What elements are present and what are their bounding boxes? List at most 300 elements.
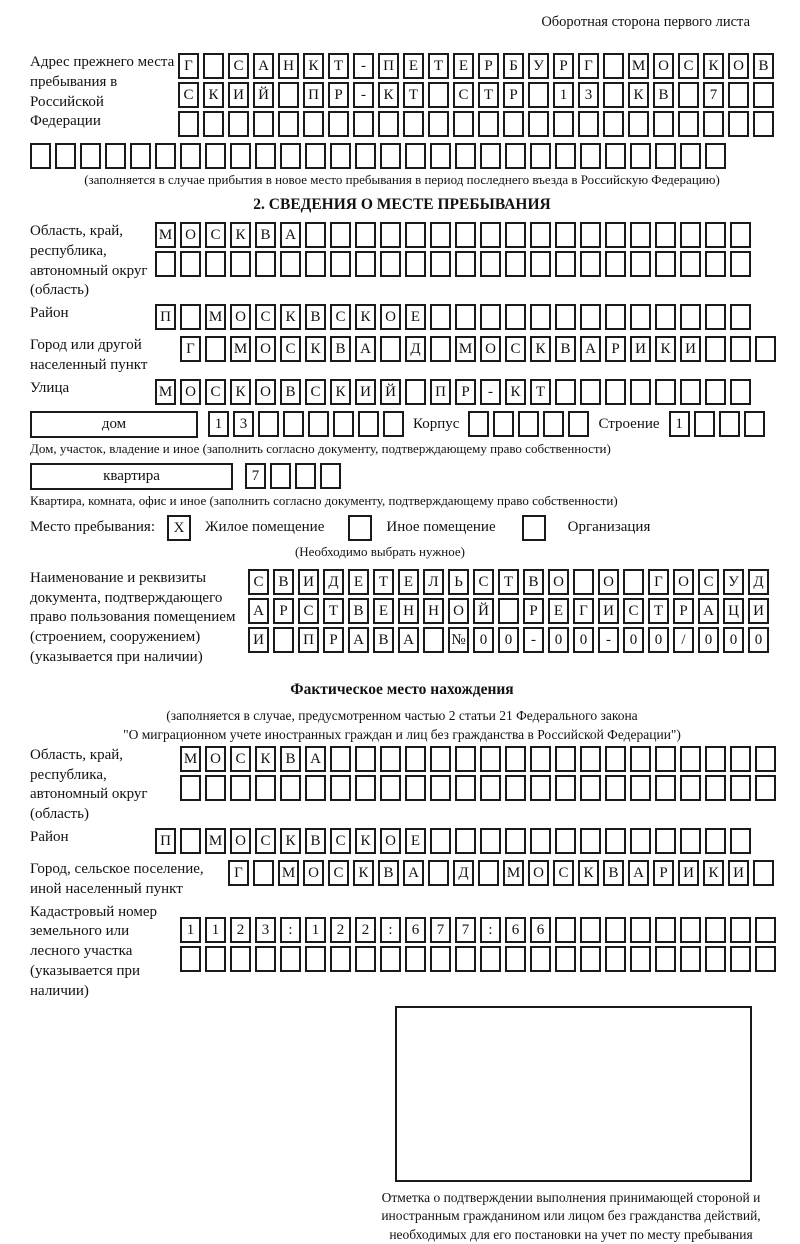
char-cell — [330, 775, 351, 801]
fact-region-row-1 — [180, 746, 776, 772]
actual-location-note-2: "О миграционном учете иностранных граждан и лиц без гражданства в Российской Федерации") — [123, 726, 681, 742]
char-cell — [255, 946, 276, 972]
char-cell: Р — [323, 627, 344, 653]
district-block — [30, 304, 774, 333]
char-cell — [180, 946, 201, 972]
char-cell — [355, 775, 376, 801]
char-cell: Е — [373, 598, 394, 624]
char-cell — [380, 143, 401, 169]
region-rows — [155, 222, 774, 280]
char-cell: К — [355, 304, 376, 330]
char-cell — [555, 251, 576, 277]
char-cell: И — [355, 379, 376, 405]
char-cell — [730, 946, 751, 972]
char-cell: О — [598, 569, 619, 595]
char-cell — [305, 946, 326, 972]
fact-district-row — [155, 828, 751, 854]
char-cell — [605, 746, 626, 772]
char-cell — [543, 411, 564, 437]
char-cell — [680, 946, 701, 972]
fact-district-block — [30, 828, 774, 857]
city-label: Город или другой населенный пункт — [30, 337, 148, 373]
char-cell: В — [555, 336, 576, 362]
char-cell: В — [305, 828, 326, 854]
char-cell — [580, 917, 601, 943]
region-label: Область, край, республика, автономный округ (область) — [30, 223, 148, 299]
char-cell: Е — [405, 828, 426, 854]
stay-option-organization-label: Организация — [567, 519, 651, 536]
char-cell — [255, 775, 276, 801]
char-cell: 1 — [180, 917, 201, 943]
char-cell — [730, 917, 751, 943]
char-cell: К — [303, 53, 324, 79]
char-cell — [428, 111, 449, 137]
char-cell: Р — [605, 336, 626, 362]
char-cell — [305, 775, 326, 801]
char-cell — [320, 463, 341, 489]
char-cell: 7 — [703, 82, 724, 108]
char-cell — [155, 143, 176, 169]
char-cell — [680, 775, 701, 801]
char-cell — [755, 336, 776, 362]
char-cell — [730, 828, 751, 854]
char-cell — [273, 627, 294, 653]
char-cell — [253, 860, 274, 886]
char-cell — [505, 775, 526, 801]
char-cell — [630, 222, 651, 248]
char-cell — [180, 304, 201, 330]
char-cell — [455, 828, 476, 854]
char-cell: К — [305, 336, 326, 362]
char-cell: В — [523, 569, 544, 595]
char-cell: М — [503, 860, 524, 886]
char-cell: С — [330, 828, 351, 854]
char-cell: С — [328, 860, 349, 886]
char-cell: С — [255, 304, 276, 330]
char-cell — [730, 746, 751, 772]
cadastral-block — [30, 903, 774, 1002]
char-cell: С — [228, 53, 249, 79]
char-cell — [355, 251, 376, 277]
stay-option-other-label: Иное помещение — [386, 519, 496, 536]
char-cell — [655, 746, 676, 772]
char-cell — [555, 775, 576, 801]
char-cell: - — [353, 82, 374, 108]
char-cell — [580, 775, 601, 801]
char-cell — [480, 746, 501, 772]
char-cell: О — [548, 569, 569, 595]
char-cell: Д — [453, 860, 474, 886]
char-cell: К — [280, 304, 301, 330]
stamp-area — [381, 1006, 774, 1244]
char-cell — [680, 746, 701, 772]
fact-city-row — [228, 860, 774, 886]
char-cell: Р — [503, 82, 524, 108]
char-cell: С — [230, 746, 251, 772]
char-cell: А — [355, 336, 376, 362]
char-cell — [493, 411, 514, 437]
char-cell — [705, 336, 726, 362]
char-cell — [655, 917, 676, 943]
char-cell — [730, 775, 751, 801]
char-cell — [428, 860, 449, 886]
apartment-box-label: квартира — [30, 463, 233, 490]
char-cell: 0 — [498, 627, 519, 653]
char-cell: О — [230, 828, 251, 854]
district-label: Район — [30, 305, 69, 322]
char-cell: С — [298, 598, 319, 624]
char-cell: А — [253, 53, 274, 79]
char-cell — [680, 143, 701, 169]
char-cell: С — [330, 304, 351, 330]
char-cell — [605, 775, 626, 801]
city-block — [30, 336, 774, 376]
korpus-label: Корпус — [413, 415, 460, 432]
char-cell — [105, 143, 126, 169]
char-cell: В — [348, 598, 369, 624]
fact-region-row-2 — [180, 775, 776, 801]
char-cell — [480, 251, 501, 277]
char-cell: Г — [648, 569, 669, 595]
char-cell — [680, 251, 701, 277]
char-cell — [430, 251, 451, 277]
apartment-cells — [245, 463, 341, 489]
char-cell — [305, 143, 326, 169]
char-cell: И — [248, 627, 269, 653]
char-cell: К — [280, 828, 301, 854]
house-row — [30, 411, 774, 438]
char-cell — [423, 627, 444, 653]
char-cell — [630, 828, 651, 854]
char-cell — [480, 828, 501, 854]
char-cell: Е — [348, 569, 369, 595]
fact-region-rows — [180, 746, 776, 804]
char-cell: К — [703, 53, 724, 79]
char-cell — [628, 111, 649, 137]
char-cell — [568, 411, 589, 437]
char-cell — [430, 143, 451, 169]
char-cell: 6 — [505, 917, 526, 943]
char-cell — [530, 304, 551, 330]
char-cell: О — [180, 222, 201, 248]
char-cell: С — [255, 828, 276, 854]
char-cell: О — [205, 746, 226, 772]
char-cell — [755, 917, 776, 943]
char-cell — [430, 828, 451, 854]
char-cell: 0 — [723, 627, 744, 653]
house-note: Дом, участок, владение и иное (заполнить согласно документу, подтверждающему право собственности) — [30, 440, 611, 456]
char-cell: Т — [403, 82, 424, 108]
header-note: Оборотная сторона первого листа — [541, 14, 750, 30]
char-cell — [468, 411, 489, 437]
stay-place-note: (Необходимо выбрать нужное) — [294, 543, 466, 559]
char-cell: И — [678, 860, 699, 886]
char-cell: А — [698, 598, 719, 624]
char-cell — [405, 251, 426, 277]
char-cell — [303, 111, 324, 137]
char-cell — [530, 746, 551, 772]
char-cell — [205, 251, 226, 277]
char-cell: 7 — [430, 917, 451, 943]
char-cell — [253, 111, 274, 137]
char-cell — [555, 917, 576, 943]
char-cell: : — [280, 917, 301, 943]
char-cell: П — [298, 627, 319, 653]
char-cell: К — [230, 222, 251, 248]
char-cell: М — [205, 828, 226, 854]
document-row-1 — [248, 569, 774, 595]
char-cell: С — [623, 598, 644, 624]
char-cell: Н — [398, 598, 419, 624]
char-cell — [503, 111, 524, 137]
char-cell: В — [273, 569, 294, 595]
char-cell: Й — [253, 82, 274, 108]
char-cell — [555, 828, 576, 854]
char-cell — [478, 111, 499, 137]
document-row-2 — [248, 598, 774, 624]
char-cell: 1 — [553, 82, 574, 108]
char-cell — [580, 222, 601, 248]
char-cell — [428, 82, 449, 108]
char-cell — [530, 222, 551, 248]
char-cell — [330, 746, 351, 772]
apartment-note: Квартира, комната, офис и иное (заполнить согласно документу, подтверждающему право собственности) — [30, 492, 618, 508]
char-cell: О — [653, 53, 674, 79]
char-cell: А — [305, 746, 326, 772]
char-cell: Е — [405, 304, 426, 330]
char-cell — [694, 411, 715, 437]
char-cell: С — [505, 336, 526, 362]
char-cell — [505, 828, 526, 854]
cadastral-row-2 — [180, 946, 776, 972]
checkbox-organization[interactable] — [522, 515, 546, 541]
fact-city-label: Город, сельское поселение, иной населенный пункт — [30, 860, 204, 897]
stay-option-residential-label: Жилое помещение — [205, 519, 325, 536]
char-cell — [405, 946, 426, 972]
char-cell: 0 — [573, 627, 594, 653]
char-cell: К — [330, 379, 351, 405]
prev-address-row-2 — [178, 82, 774, 108]
char-cell — [655, 828, 676, 854]
char-cell: 0 — [748, 627, 769, 653]
char-cell: Т — [328, 53, 349, 79]
char-cell — [705, 379, 726, 405]
char-cell — [203, 53, 224, 79]
char-cell — [630, 917, 651, 943]
char-cell — [380, 746, 401, 772]
char-cell — [705, 304, 726, 330]
char-cell — [380, 946, 401, 972]
char-cell — [705, 746, 726, 772]
char-cell: С — [178, 82, 199, 108]
char-cell: Д — [323, 569, 344, 595]
char-cell — [380, 222, 401, 248]
char-cell: - — [480, 379, 501, 405]
char-cell: И — [748, 598, 769, 624]
char-cell — [605, 946, 626, 972]
char-cell — [753, 82, 774, 108]
stamp-note: Отметка о подтверждении выполнения принимающей стороной и иностранным гражданином или лицом без гражданства действий, необходимых для его постановки на учет по месту пребывания — [381, 1189, 761, 1242]
char-cell: Т — [648, 598, 669, 624]
char-cell: Е — [453, 53, 474, 79]
char-cell: Н — [423, 598, 444, 624]
char-cell — [278, 111, 299, 137]
char-cell: Р — [273, 598, 294, 624]
char-cell — [630, 251, 651, 277]
char-cell: О — [528, 860, 549, 886]
char-cell: О — [303, 860, 324, 886]
char-cell — [383, 411, 404, 437]
fact-region-label: Область, край, республика, автономный округ (область) — [30, 746, 148, 823]
char-cell — [505, 304, 526, 330]
char-cell — [355, 222, 376, 248]
char-cell — [730, 251, 751, 277]
char-cell: Е — [403, 53, 424, 79]
char-cell — [130, 143, 151, 169]
char-cell — [530, 828, 551, 854]
char-cell: М — [205, 304, 226, 330]
char-cell — [453, 111, 474, 137]
house-box-label: дом — [30, 411, 198, 438]
char-cell — [455, 143, 476, 169]
char-cell: Й — [473, 598, 494, 624]
char-cell — [705, 946, 726, 972]
char-cell — [308, 411, 329, 437]
char-cell: - — [523, 627, 544, 653]
char-cell: 3 — [255, 917, 276, 943]
fact-region-block — [30, 746, 774, 825]
char-cell — [505, 251, 526, 277]
char-cell — [380, 775, 401, 801]
char-cell: О — [480, 336, 501, 362]
char-cell: М — [155, 379, 176, 405]
char-cell — [55, 143, 76, 169]
char-cell: Г — [578, 53, 599, 79]
fact-district-label: Район — [30, 828, 69, 845]
char-cell — [430, 946, 451, 972]
char-cell — [255, 251, 276, 277]
char-cell: : — [480, 917, 501, 943]
char-cell: - — [598, 627, 619, 653]
char-cell — [755, 746, 776, 772]
char-cell — [680, 828, 701, 854]
checkbox-residential[interactable]: X — [167, 515, 191, 541]
char-cell: У — [528, 53, 549, 79]
char-cell — [455, 746, 476, 772]
apartment-row — [30, 463, 774, 490]
checkbox-other-premises[interactable] — [348, 515, 372, 541]
char-cell: Б — [503, 53, 524, 79]
region-row-1 — [155, 222, 774, 248]
char-cell: 2 — [355, 917, 376, 943]
char-cell: 0 — [548, 627, 569, 653]
section2-title: 2. СВЕДЕНИЯ О МЕСТЕ ПРЕБЫВАНИЯ — [253, 196, 551, 213]
char-cell: Р — [653, 860, 674, 886]
char-cell — [680, 917, 701, 943]
char-cell — [155, 251, 176, 277]
char-cell — [305, 222, 326, 248]
char-cell — [580, 304, 601, 330]
char-cell — [730, 336, 751, 362]
char-cell — [755, 946, 776, 972]
char-cell — [405, 143, 426, 169]
char-cell: Т — [530, 379, 551, 405]
char-cell — [655, 775, 676, 801]
char-cell — [680, 222, 701, 248]
char-cell — [573, 569, 594, 595]
char-cell — [655, 222, 676, 248]
char-cell: Д — [405, 336, 426, 362]
char-cell: Н — [278, 53, 299, 79]
char-cell — [270, 463, 291, 489]
char-cell — [330, 222, 351, 248]
char-cell: Л — [423, 569, 444, 595]
char-cell: А — [580, 336, 601, 362]
char-cell — [605, 379, 626, 405]
char-cell — [655, 251, 676, 277]
prev-address-label: Адрес прежнего места пребывания в Российской Федерации — [30, 54, 175, 130]
char-cell: 0 — [648, 627, 669, 653]
char-cell — [705, 775, 726, 801]
char-cell — [230, 946, 251, 972]
char-cell — [478, 860, 499, 886]
char-cell: 1 — [305, 917, 326, 943]
stroenie-label: Строение — [598, 415, 660, 432]
char-cell: Р — [328, 82, 349, 108]
cadastral-label: Кадастровый номер земельного или лесного участка (указывается при наличии) — [30, 903, 157, 999]
char-cell — [580, 251, 601, 277]
char-cell — [705, 828, 726, 854]
char-cell: Е — [398, 569, 419, 595]
street-label: Улица — [30, 379, 70, 396]
char-cell — [630, 946, 651, 972]
char-cell — [258, 411, 279, 437]
char-cell — [655, 946, 676, 972]
char-cell: Р — [673, 598, 694, 624]
prev-address-rows — [178, 53, 774, 140]
char-cell — [430, 775, 451, 801]
char-cell — [80, 143, 101, 169]
char-cell: М — [155, 222, 176, 248]
char-cell: А — [248, 598, 269, 624]
char-cell: 6 — [530, 917, 551, 943]
char-cell — [330, 143, 351, 169]
char-cell — [328, 111, 349, 137]
char-cell — [380, 251, 401, 277]
char-cell: № — [448, 627, 469, 653]
char-cell: О — [728, 53, 749, 79]
char-cell: Г — [573, 598, 594, 624]
char-cell — [655, 379, 676, 405]
char-cell: 6 — [405, 917, 426, 943]
char-cell: Г — [228, 860, 249, 886]
char-cell — [630, 379, 651, 405]
char-cell: Й — [380, 379, 401, 405]
char-cell: С — [453, 82, 474, 108]
char-cell: Т — [478, 82, 499, 108]
char-cell — [528, 111, 549, 137]
char-cell: С — [553, 860, 574, 886]
region-block — [30, 222, 774, 301]
char-cell: Р — [523, 598, 544, 624]
char-cell: 1 — [205, 917, 226, 943]
char-cell: П — [155, 828, 176, 854]
char-cell — [605, 222, 626, 248]
char-cell: К — [255, 746, 276, 772]
char-cell — [580, 828, 601, 854]
char-cell: К — [378, 82, 399, 108]
char-cell: Т — [323, 598, 344, 624]
